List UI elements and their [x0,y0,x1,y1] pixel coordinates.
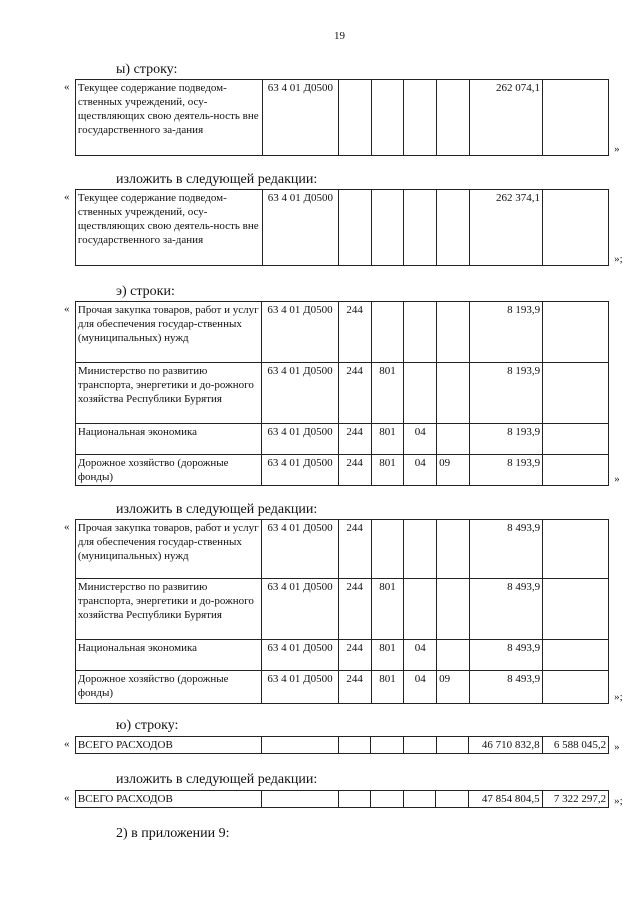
table-row [64,363,640,424]
final-line: 2) в приложении 9: [116,826,230,841]
close-quote: »; [614,794,623,807]
cell-vr: 244 [338,671,371,704]
table-row [64,80,640,156]
cell-name: ВСЕГО РАСХОДОВ [75,791,261,808]
cell-section: 04 [404,455,437,486]
cell-extra [543,455,609,486]
cell-extra [542,190,608,266]
close-quote: »; [614,252,623,265]
table-row [64,190,640,266]
cell-code: 63 4 01 Д0500 [262,671,338,704]
cell-code: 63 4 01 Д0500 [262,579,338,640]
cell-vr: 244 [338,520,371,579]
cell-code: 63 4 01 Д0500 [262,424,338,455]
open-quote: « [64,190,70,203]
table-row [64,302,640,363]
cell-subsection [437,579,470,640]
cell-subsection: 09 [437,671,470,704]
close-quote: » [614,142,620,155]
cell-section: 04 [404,424,437,455]
cell-ministry: 801 [371,424,404,455]
open-quote: « [64,520,70,533]
cell-name: Дорожное хозяйство (дорожные фонды) [75,455,261,486]
cell-name: Национальная экономика [75,424,261,455]
page-number: 19 [334,30,345,42]
cell-section [403,737,436,754]
cell-extra [543,520,609,579]
cell-extra [543,579,609,640]
close-quote: » [614,740,620,753]
section-heading: изложить в следующей редакции: [116,502,318,517]
cell-amount: 8 193,9 [469,302,542,363]
cell-code: 63 4 01 Д0500 [262,302,338,363]
cell-amount: 47 854 804,5 [469,791,542,808]
section-heading: ы) строку: [116,62,178,77]
cell-subsection [437,520,470,579]
cell-extra [543,363,609,424]
cell-name: Национальная экономика [75,640,261,671]
table-row [64,791,640,808]
cell-name: Дорожное хозяйство (дорожные фонды) [75,671,261,704]
cell-name: Прочая закупка товаров, работ и услуг для обеспечения государ-ственных (муниципальных) нужд [75,520,261,579]
cell-section [404,363,437,424]
amendment-table [64,790,640,808]
cell-extra [543,424,609,455]
open-quote: « [64,302,70,315]
cell-extra [543,671,609,704]
cell-ministry: 801 [371,455,404,486]
cell-amount: 8 193,9 [469,455,542,486]
cell-subsection [437,424,470,455]
close-quote: »; [614,690,623,703]
cell-amount: 8 493,9 [469,640,542,671]
cell-ministry: 801 [371,363,404,424]
open-quote: « [64,791,70,804]
cell-section [404,80,437,156]
cell-ministry [371,520,404,579]
cell-ministry: 801 [371,579,404,640]
cell-section [404,190,437,266]
cell-amount: 8 493,9 [469,671,542,704]
cell-amount: 8 193,9 [469,363,542,424]
cell-vr: 244 [338,640,371,671]
cell-section [404,579,437,640]
table-row [64,737,640,754]
cell-ministry [371,80,404,156]
open-quote: « [64,80,70,93]
cell-subsection [437,302,470,363]
cell-code [262,737,338,754]
cell-name: Министерство по развитию транспорта, энергетики и до-рожного хозяйства Республики Бурятия [75,579,261,640]
cell-code: 63 4 01 Д0500 [262,80,338,156]
section-heading: ю) строку: [116,718,179,733]
cell-extra [543,302,609,363]
table-row [64,640,640,671]
cell-amount: 46 710 832,8 [469,737,542,754]
cell-ministry: 801 [371,671,404,704]
table-row [64,671,640,704]
table-row [64,579,640,640]
cell-code: 63 4 01 Д0500 [262,640,338,671]
cell-vr: 244 [338,455,371,486]
cell-vr [339,80,372,156]
cell-vr [338,791,371,808]
section-heading: изложить в следующей редакции: [116,172,318,187]
cell-ministry [371,302,404,363]
cell-vr [338,737,371,754]
cell-subsection [437,640,470,671]
cell-vr: 244 [338,302,371,363]
table-row [64,424,640,455]
cell-amount: 8 193,9 [469,424,542,455]
cell-subsection [436,791,469,808]
cell-name: Прочая закупка товаров, работ и услуг для обеспечения государ-ственных (муниципальных) нужд [75,302,261,363]
cell-section [403,791,436,808]
cell-subsection [436,190,469,266]
cell-subsection: 09 [437,455,470,486]
section-heading: изложить в следующей редакции: [116,772,318,787]
cell-ministry: 801 [371,640,404,671]
open-quote: « [64,737,70,750]
cell-vr: 244 [338,579,371,640]
amendment-table [64,736,640,754]
cell-name: Текущее содержание подведом-ственных учреждений, осу-ществляющих свою деятель-ность вне государственного за-дания [75,80,262,156]
cell-vr: 244 [338,424,371,455]
cell-name: ВСЕГО РАСХОДОВ [75,737,261,754]
section-heading: э) строки: [116,284,175,299]
cell-amount: 262 374,1 [469,190,542,266]
amendment-table [64,519,640,704]
cell-code: 63 4 01 Д0500 [262,190,338,266]
cell-extra: 6 588 045,2 [542,737,609,754]
cell-ministry [371,791,404,808]
cell-vr: 244 [338,363,371,424]
cell-subsection [437,363,470,424]
cell-extra: 7 322 297,2 [542,791,609,808]
cell-subsection [436,737,469,754]
cell-amount: 262 074,1 [469,80,542,156]
cell-amount: 8 493,9 [469,579,542,640]
cell-ministry [371,190,404,266]
cell-code [262,791,338,808]
cell-amount: 8 493,9 [469,520,542,579]
cell-ministry [371,737,404,754]
cell-extra [542,80,608,156]
cell-code: 63 4 01 Д0500 [262,455,338,486]
cell-section: 04 [404,671,437,704]
cell-section [404,520,437,579]
cell-code: 63 4 01 Д0500 [262,520,338,579]
amendment-table [64,301,640,486]
amendment-table [64,189,640,266]
cell-name: Текущее содержание подведом-ственных учреждений, осу-ществляющих свою деятель-ность вне государственного за-дания [75,190,262,266]
cell-section [404,302,437,363]
cell-section: 04 [404,640,437,671]
close-quote [609,302,640,363]
cell-vr [339,190,372,266]
table-row [64,455,640,486]
cell-name: Министерство по развитию транспорта, энергетики и до-рожного хозяйства Республики Бурятия [75,363,261,424]
cell-subsection [436,80,469,156]
close-quote: » [614,472,620,485]
cell-extra [543,640,609,671]
table-row [64,520,640,579]
amendment-table [64,79,640,156]
cell-code: 63 4 01 Д0500 [262,363,338,424]
